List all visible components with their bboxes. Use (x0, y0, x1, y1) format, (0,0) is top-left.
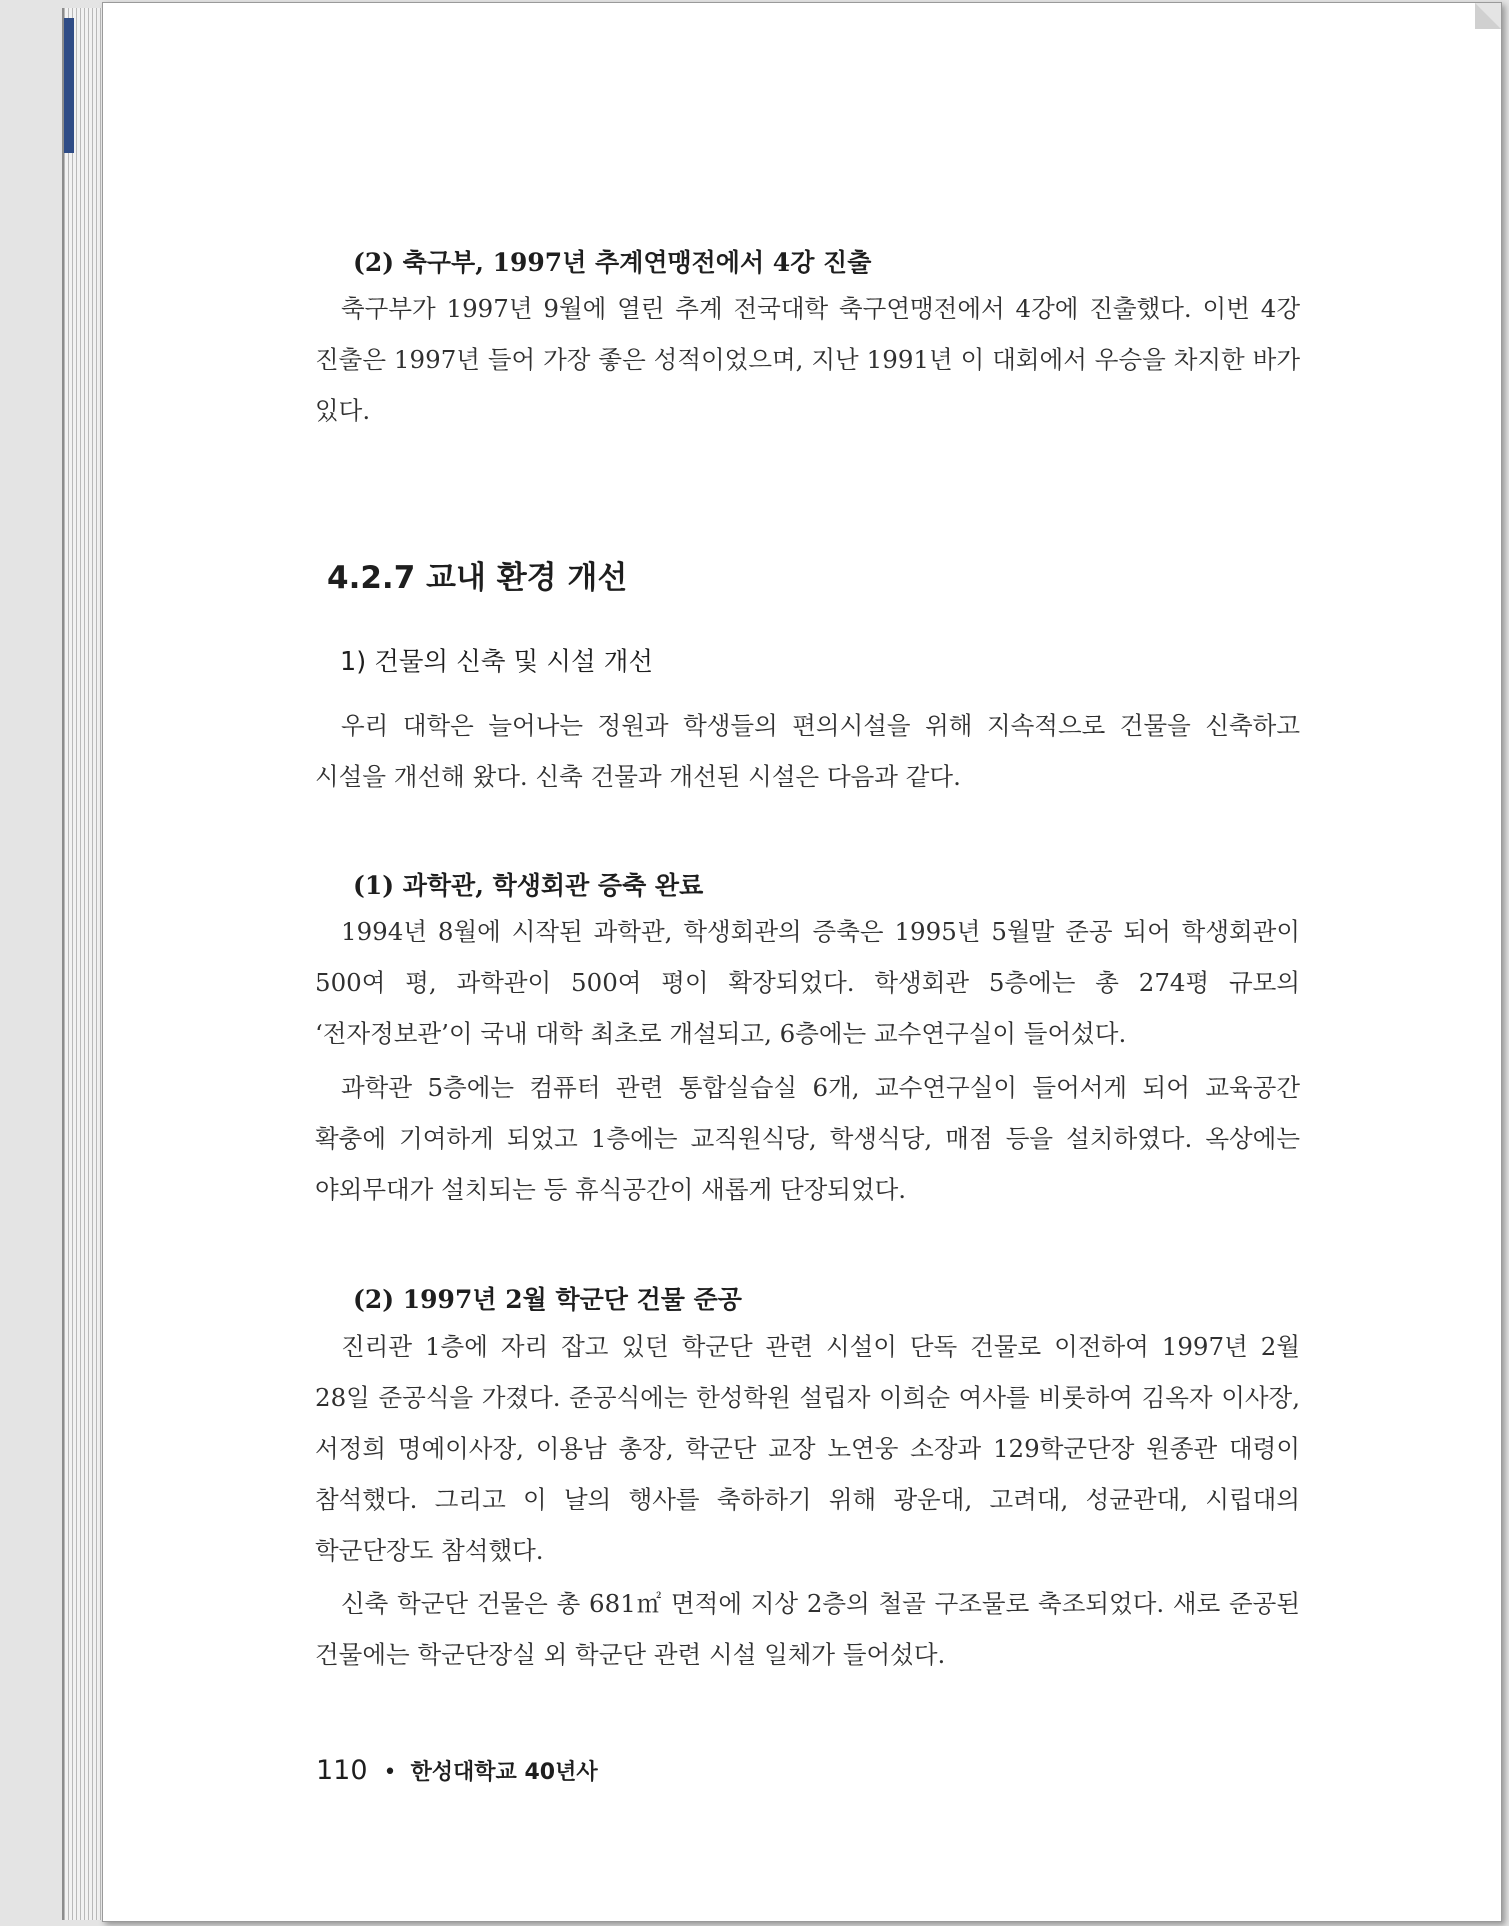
book-spine-band (64, 18, 74, 153)
football-heading: (2) 축구부, 1997년 추계연맹전에서 4강 진출 (353, 248, 872, 277)
subsection-heading: 1) 건물의 신축 및 시설 개선 (340, 647, 654, 677)
rotc-building-heading: (2) 1997년 2월 학군단 건물 준공 (353, 1285, 742, 1314)
science-hall-paragraph-1: 1994년 8월에 시작된 과학관, 학생회관의 증축은 1995년 5월말 준공 되어 학생회관이 500여 평, 과학관이 500여 평이 확장되었다. 학생회관 5층에는 총 274평 규모의 ‘전자정보관’이 국내 대학 최초로 개설되고, 6층에는 교수연구실이 들어섰다. (315, 917, 1300, 1048)
rotc-building-paragraph-1: 진리관 1층에 자리 잡고 있던 학군단 관련 시설이 단독 건물로 이전하여 1997년 2월 28일 준공식을 가졌다. 준공식에는 한성학원 설립자 이희순 여사를 비롯하여 김옥자 이사장, 서정희 명예이사장, 이용남 총장, 학군단 교장 노연웅 소장과 129학군단장 원종관 대령이 참석했다. 그리고 이 날의 행사를 축하하기 위해 광운대, 고려대, 성균관대, 시립대의 학군단장도 참석했다. (315, 1332, 1300, 1565)
subsection-intro: 우리 대학은 늘어나는 정원과 학생들의 편의시설을 위해 지속적으로 건물을 신축하고 시설을 개선해 왔다. 신축 건물과 개선된 시설은 다음과 같다. (315, 711, 1300, 791)
section-heading: 4.2.7 교내 환경 개선 (327, 560, 628, 596)
page-number: 110 (316, 1755, 368, 1786)
rotc-building-paragraph-2: 신축 학군단 건물은 총 681㎡ 면적에 지상 2층의 철골 구조물로 축조되었다. 새로 준공된 건물에는 학군단장실 외 학군단 관련 시설 일체가 들어섰다. (315, 1589, 1300, 1669)
science-hall-paragraph-2: 과학관 5층에는 컴퓨터 관련 통합실습실 6개, 교수연구실이 들어서게 되어 교육공간 확충에 기여하게 되었고 1층에는 교직원식당, 학생식당, 매점 등을 설치하였다. 옥상에는 야외무대가 설치되는 등 휴식공간이 새롭게 단장되었다. (315, 1073, 1300, 1204)
page-corner-fold (1475, 3, 1501, 29)
book-title: 한성대학교 40년사 (410, 1760, 598, 1785)
science-hall-heading: (1) 과학관, 학생회관 증축 완료 (353, 871, 704, 900)
football-paragraph: 축구부가 1997년 9월에 열린 추계 전국대학 축구연맹전에서 4강에 진출했다. 이번 4강 진출은 1997년 들어 가장 좋은 성적이었으며, 지난 1991년 이 대회에서 우승을 차지한 바가 있다. (315, 294, 1300, 425)
page-footer (316, 1755, 598, 1786)
footer-bullet: • (383, 1760, 397, 1785)
